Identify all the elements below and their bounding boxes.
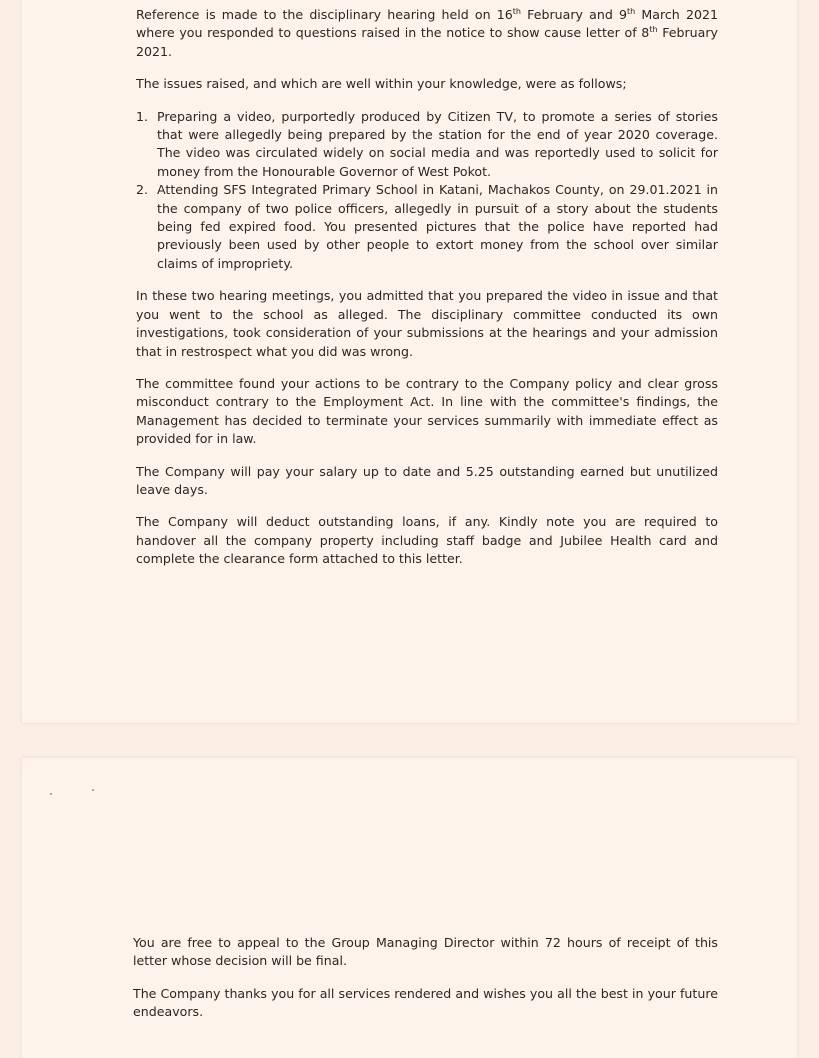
scan-speck [50,793,52,795]
ordinal-suffix: th [627,7,636,16]
letter-page-2 [22,758,797,1058]
letter-body [136,6,718,569]
appeal-paragraph: You are free to appeal to the Group Managing Director within 72 hours of receipt of this letter whose decision will be final. [133,935,718,969]
letter-page-1 [22,0,797,723]
issue-item [136,108,718,182]
letter-body-continued [133,934,718,1022]
scan-speck [92,789,94,791]
issue-number: 1. [136,108,149,124]
reference-text-mid: February and 9 [521,7,628,22]
closing-paragraph: The Company thanks you for all services rendered and wishes you all the best in your future endeavors. [133,985,718,1020]
salary-paragraph: The Company will pay your salary up to date and 5.25 outstanding earned but unutilized leave days. [136,463,718,497]
issues-list [136,108,718,274]
issue-text: Preparing a video, purportedly produced by Citizen TV, to promote a series of stories that were allegedly being prepared by the station for the end of year 2020 coverage. The video was circulated widely on social media and was reportedly used to solicit for money from the Honourable Governor of West Pokot. [157,108,718,179]
hearing-paragraph: In these two hearing meetings, you admitted that you prepared the video in issue and that you went to the school as alleged. The disciplinary committee conducted its own investigations, took consideration of your submissions at the hearings and your admission that in restrospect what you did was wrong. [136,288,718,359]
reference-paragraph [136,6,718,61]
reference-text-mid: March 2021 where you responded to questions raised in the notice to show cause letter of 8 [136,7,718,41]
reference-text-end: February 2021. [136,25,718,59]
reference-text-start: Reference is made to the disciplinary hearing held on 16 [136,7,513,22]
loans-paragraph: The Company will deduct outstanding loans, if any. Kindly note you are required to handover all the company property including staff badge and Jubilee Health card and complete the clearance form attached to this letter. [136,514,718,567]
findings-paragraph: The committee found your actions to be contrary to the Company policy and clear gross misconduct contrary to the Employment Act. In line with the committee's findings, the Management has decided to terminate your services summarily with immediate effect as provided for in law. [136,375,718,447]
issue-text: Attending SFS Integrated Primary School in Katani, Machakos County, on 29.01.2021 in the company of two police officers, allegedly in pursuit of a story about the students being fed expired food. You presented pictures that the police have reported had previously been used by other people to extort money from the school over similar claims of impropriety. [157,182,718,271]
ordinal-suffix: th [649,25,658,35]
issue-item [136,181,718,273]
ordinal-suffix: th [512,7,522,16]
issue-number: 2. [136,182,149,198]
issues-intro: The issues raised, and which are well within your knowledge, were as follows; [136,76,627,92]
